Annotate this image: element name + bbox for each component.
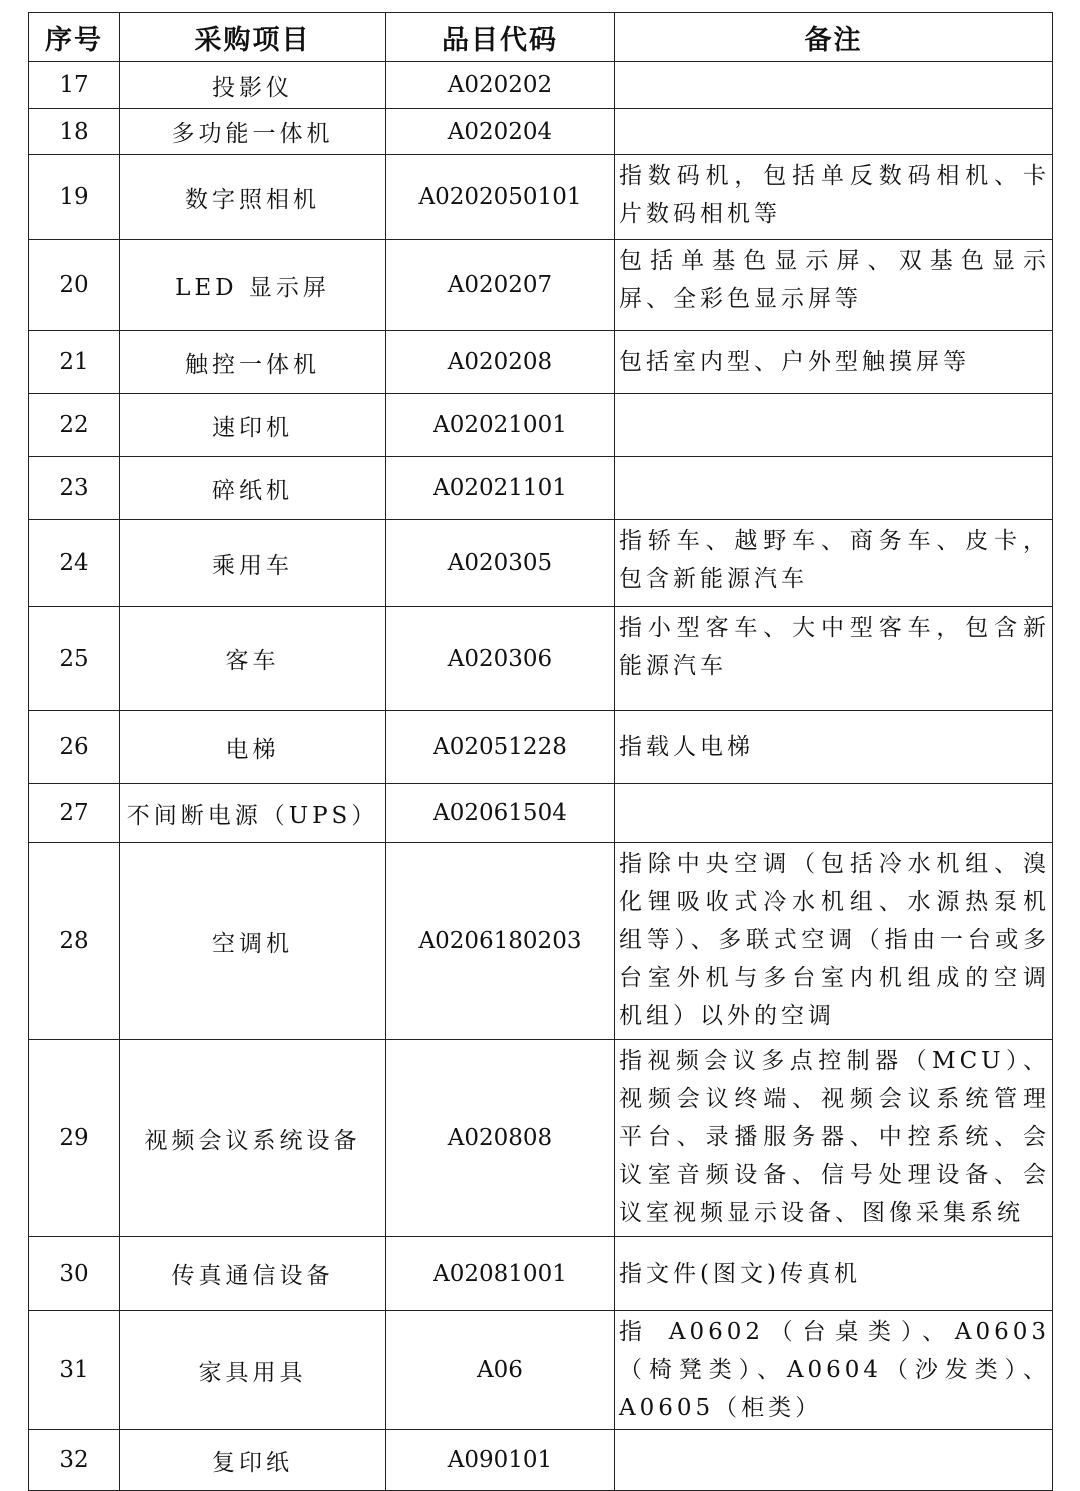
table-row (29, 457, 1053, 520)
item-name: 复印纸 (120, 1430, 386, 1491)
table-row (29, 109, 1053, 155)
header-code: 品目代码 (386, 13, 615, 62)
table-row (29, 784, 1053, 843)
item-note: 指轿车、越野车、商务车、皮卡，包含新能源汽车 (615, 520, 1053, 607)
table-body (29, 62, 1053, 1491)
item-code: A0202050101 (386, 155, 615, 240)
row-number: 30 (29, 1237, 120, 1311)
table-row (29, 711, 1053, 784)
item-name: 空调机 (120, 843, 386, 1040)
table-row (29, 155, 1053, 240)
row-number: 28 (29, 843, 120, 1040)
item-code: A02021001 (386, 394, 615, 457)
header-item: 采购项目 (120, 13, 386, 62)
row-number: 22 (29, 394, 120, 457)
item-note (615, 784, 1053, 843)
item-note (615, 1430, 1053, 1491)
table-row (29, 394, 1053, 457)
item-note: 指除中央空调（包括冷水机组、溴化锂吸收式冷水机组、水源热泵机组等）、多联式空调（指由一台或多台室外机与多台室内机组成的空调机组）以外的空调 (615, 843, 1053, 1040)
item-note: 包括单基色显示屏、双基色显示屏、全彩色显示屏等 (615, 240, 1053, 331)
item-note (615, 457, 1053, 520)
table-row (29, 607, 1053, 711)
item-name: 乘用车 (120, 520, 386, 607)
item-name: 电梯 (120, 711, 386, 784)
table-row (29, 240, 1053, 331)
item-name: LED 显示屏 (120, 240, 386, 331)
row-number: 27 (29, 784, 120, 843)
item-name: 家具用具 (120, 1311, 386, 1430)
item-code: A02081001 (386, 1237, 615, 1311)
item-note: 指数码机，包括单反数码相机、卡片数码相机等 (615, 155, 1053, 240)
table-row (29, 62, 1053, 109)
row-number: 31 (29, 1311, 120, 1430)
item-name: 不间断电源（UPS） (120, 784, 386, 843)
header-no: 序号 (29, 13, 120, 62)
row-number: 21 (29, 331, 120, 394)
item-code: A0206180203 (386, 843, 615, 1040)
item-note: 指小型客车、大中型客车，包含新能源汽车 (615, 607, 1053, 711)
table-row (29, 1237, 1053, 1311)
table-row (29, 1311, 1053, 1430)
item-note: 指 A0602（台桌类）、A0603（椅凳类）、A0604（沙发类）、A0605（柜类） (615, 1311, 1053, 1430)
item-code: A020808 (386, 1040, 615, 1237)
row-number: 19 (29, 155, 120, 240)
item-code: A02051228 (386, 711, 615, 784)
item-name: 触控一体机 (120, 331, 386, 394)
row-number: 32 (29, 1430, 120, 1491)
header-note: 备注 (615, 13, 1053, 62)
table-row (29, 843, 1053, 1040)
row-number: 25 (29, 607, 120, 711)
item-name: 投影仪 (120, 62, 386, 109)
table-row (29, 520, 1053, 607)
item-note (615, 109, 1053, 155)
procurement-table (28, 12, 1053, 1491)
row-number: 17 (29, 62, 120, 109)
item-name: 数字照相机 (120, 155, 386, 240)
item-note: 指载人电梯 (615, 711, 1053, 784)
table-row (29, 1430, 1053, 1491)
item-name: 碎纸机 (120, 457, 386, 520)
table-row (29, 331, 1053, 394)
item-name: 视频会议系统设备 (120, 1040, 386, 1237)
item-code: A020305 (386, 520, 615, 607)
item-name: 传真通信设备 (120, 1237, 386, 1311)
item-code: A02061504 (386, 784, 615, 843)
item-note: 指视频会议多点控制器（MCU）、视频会议终端、视频会议系统管理平台、录播服务器、中控系统、会议室音频设备、信号处理设备、会议室视频显示设备、图像采集系统 (615, 1040, 1053, 1237)
row-number: 29 (29, 1040, 120, 1237)
item-code: A06 (386, 1311, 615, 1430)
item-name: 速印机 (120, 394, 386, 457)
item-note: 包括室内型、户外型触摸屏等 (615, 331, 1053, 394)
row-number: 23 (29, 457, 120, 520)
item-code: A020204 (386, 109, 615, 155)
item-code: A02021101 (386, 457, 615, 520)
item-code: A020306 (386, 607, 615, 711)
item-name: 客车 (120, 607, 386, 711)
header-row (29, 13, 1053, 62)
item-code: A020208 (386, 331, 615, 394)
item-name: 多功能一体机 (120, 109, 386, 155)
item-note (615, 394, 1053, 457)
row-number: 18 (29, 109, 120, 155)
item-code: A090101 (386, 1430, 615, 1491)
item-code: A020207 (386, 240, 615, 331)
item-code: A020202 (386, 62, 615, 109)
row-number: 26 (29, 711, 120, 784)
table-row (29, 1040, 1053, 1237)
row-number: 24 (29, 520, 120, 607)
row-number: 20 (29, 240, 120, 331)
item-note (615, 62, 1053, 109)
item-note: 指文件(图文)传真机 (615, 1237, 1053, 1311)
